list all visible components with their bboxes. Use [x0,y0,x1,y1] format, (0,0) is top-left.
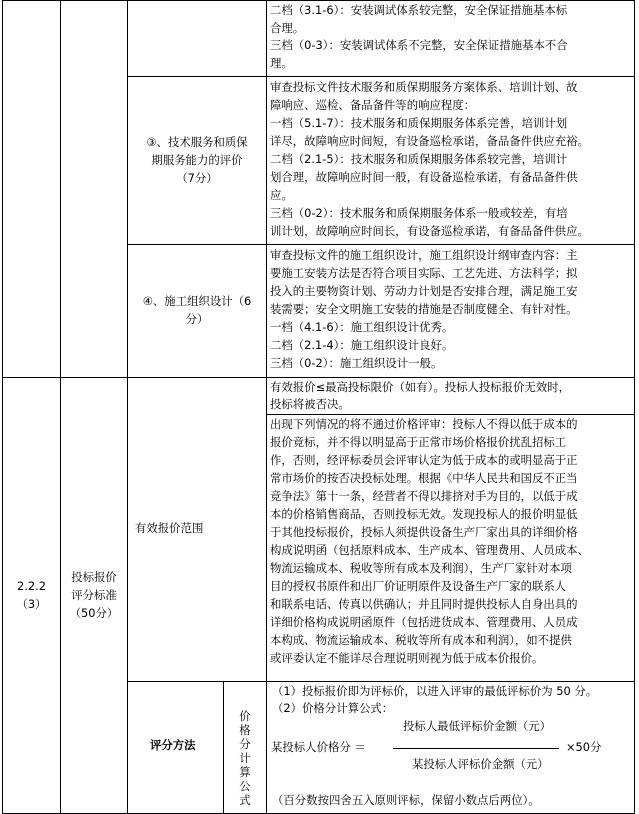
text-line: 物流运输成本、税收等所有成本及利润），生产厂家针对本项 [270,561,572,575]
sub-label-char: 价 [239,709,251,723]
text-line: 二档（3.1-6）：安装调试体系较完整，安全保证措施基本标 [270,3,568,17]
sub-label-char: 格 [239,723,251,737]
text-line: 本构成、物流运输成本、税收等所有成本和利润），如不提供 [270,633,572,647]
border-col2 [127,0,128,814]
sub-label-char: 公 [239,779,251,793]
text-line: 审查投标文件的施工组织设计，施工组织设计纲审查内容：主 [270,248,578,262]
label-line: ③、技术服务和质保 [146,135,248,149]
border-col4b [266,681,267,814]
text-line: 二档（2.1-5）：技术服务和质保期服务体系较完善，培训计 [270,152,568,166]
text-line: 目的授权书原件和出厂价证明原件及设备生产厂家的联系人 [270,579,567,593]
text-line: 二档（2.1-4）：施工组织设计良好。 [270,338,454,352]
text-line: 或评委认定不能详尽合理说明则视为低于成本价报价。 [270,651,544,665]
row-sep-5 [127,681,635,682]
text-line: 于其他投标报价，投标人须提供设备生产厂家出具的详细价格 [270,525,578,539]
text-line: 投入的主要物资计划、劳动力计划是否安排合理，满足施工安 [270,284,578,298]
text-line: 三档（0-2）：施工组织设计一般。 [270,356,443,370]
text-line: 作，否则，经评标委员会评审认定为低于成本的或明显高于正 [270,453,578,467]
text-line: 审查投标文件技术服务和质保期服务方案体系、培训计划、故 [270,80,578,94]
text-line: 应。 [270,188,293,202]
formula-denominator: 某投标人评标价金额（元） [412,757,549,771]
label-line: （7分） [176,171,218,185]
scoring-rule-1: （1）投标报价即为评标价，以进入评审的最低评标价为 50 分。 [272,684,598,698]
section-number-line: 2.2.2 [17,579,46,593]
border-left [2,0,3,814]
border-top [2,0,635,1]
sub-label-char: 算 [239,765,251,779]
formula-numerator: 投标人最低评标价金额（元） [403,719,552,733]
text-line: 报价竞标，并不得以明显高于正常市场价格报价扰乱招标工 [270,435,567,449]
text-line: 常市场价的按否决投标处理。根据《中华人民共和国反不正当 [270,471,578,485]
text-line: 障响应、巡检、备品备件等的响应程度： [270,98,476,112]
label-line: ④、施工组织设计（6 [142,294,252,308]
label-line: 分） [185,312,209,326]
scoring-method-label: 评分方法 [150,738,196,752]
text-line: 和联系电话、传真以供确认；并且同时提供投标人自身出具的 [270,597,578,611]
formula-left: 某投标人价格分 ＝ [271,740,366,754]
valid-price-label: 有效报价范围 [135,521,204,535]
text-line: 一档（5.1-7）：技术服务和质保期服务体系完善，培训计划 [270,116,568,130]
text-line: 详细价格构成说明函原件（包括进货成本、管理费用、人员成 [270,615,578,629]
fraction-bar [393,748,559,749]
border-right [634,0,635,814]
text-line: 装需要；安全文明施工安装的措施是否制度健全、有针对性。 [270,302,578,316]
text-line: 构成说明函（包括原料成本、生产成本、管理费用、人员成本、 [270,543,589,557]
scoring-note: （百分数按四舍五入原则评标，保留小数点后两位）。 [272,793,540,807]
row-sep-3 [2,377,635,378]
row-sep-4 [266,414,635,415]
formula-multiplier: ×50分 [566,740,602,754]
scoring-rule-2: （2）价格分计算公式： [272,701,394,715]
border-col3 [266,0,267,681]
text-line: 划合理，故障响应时间一般，有设备巡检承诺，有备品备件供 [270,170,578,184]
row-sep-2 [127,244,635,245]
section-number-line: （3） [16,597,47,611]
text-line: 训计划，故障响应时间长，有设备巡检承诺，有备品备件供应。 [270,224,589,238]
text-line: 三档（0-3）：安装调试体系不完整，安全保证措施基本不合 [270,38,568,52]
row-sep-1 [127,76,635,77]
section-title-line: 投标报价 [71,570,117,584]
text-line: 理。 [270,55,293,70]
border-col1 [60,0,61,814]
sub-label-char: 计 [239,751,251,765]
text-line: 竞争法》第十一条，经营者不得以排挤对手为目的，以低于成 [270,489,578,503]
section-title-line: （50分） [69,606,119,620]
text-line: 要施工安装方法是否符合项目实际、工艺先进、方法科学；拟 [270,266,578,280]
text-line: 合理。 [270,20,305,35]
label-line: 期服务能力的评价 [151,153,243,167]
sub-label-char: 分 [239,737,251,751]
text-line: 一档（4.1-6）：施工组织设计优秀。 [270,320,454,334]
sub-label-char: 式 [239,793,251,807]
text-line: 本的价格销售商品，否则投标无效。发现投标人的报价明显低 [270,507,578,521]
section-title-line: 评分标准 [71,588,117,602]
text-line: 三档（0-2）：技术服务和质保期服务体系一般或较差，有培 [270,206,568,220]
text-line: 投标将被否决。 [270,397,350,411]
text-line: 有效报价≤最高投标限价（如有）。投标人投标报价无效时， [270,380,571,394]
text-line: 出现下列情况的将不通过价格评审：投标人不得以低于成本的 [270,417,578,431]
text-line: 详尽，故障响应时间短，有设备巡检承诺，备品备件供应充裕。 [270,134,589,148]
